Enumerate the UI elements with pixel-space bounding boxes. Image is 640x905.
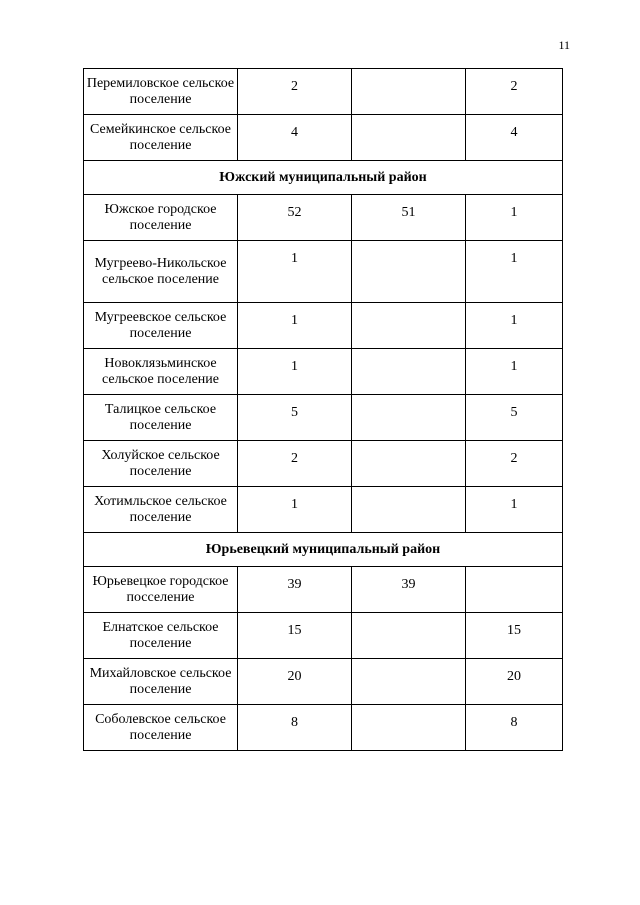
table-row bbox=[84, 69, 563, 115]
section-title: Юрьевецкий муниципальный район bbox=[84, 533, 563, 567]
settlement-name-cell: Михайловское сельское поселение bbox=[84, 659, 238, 705]
table-row bbox=[84, 441, 563, 487]
rural-count-cell: 2 bbox=[466, 441, 563, 487]
settlement-name-cell: Юрьевецкое городское посселение bbox=[84, 567, 238, 613]
table-row bbox=[84, 195, 563, 241]
total-count-cell: 2 bbox=[238, 441, 352, 487]
urban-count-cell bbox=[352, 349, 466, 395]
settlement-name-cell: Перемиловское сельское поселение bbox=[84, 69, 238, 115]
total-count-cell: 2 bbox=[238, 69, 352, 115]
table-section-row bbox=[84, 533, 563, 567]
rural-count-cell: 5 bbox=[466, 395, 563, 441]
table-row bbox=[84, 241, 563, 303]
table-row bbox=[84, 395, 563, 441]
rural-count-cell: 15 bbox=[466, 613, 563, 659]
total-count-cell: 8 bbox=[238, 705, 352, 751]
settlement-name-cell: Мугреево-Никольское сельское поселение bbox=[84, 241, 238, 303]
rural-count-cell: 8 bbox=[466, 705, 563, 751]
urban-count-cell bbox=[352, 69, 466, 115]
urban-count-cell bbox=[352, 115, 466, 161]
total-count-cell: 52 bbox=[238, 195, 352, 241]
settlement-name-cell: Соболевское сельское поселение bbox=[84, 705, 238, 751]
rural-count-cell: 1 bbox=[466, 303, 563, 349]
table-row bbox=[84, 705, 563, 751]
settlement-name-cell: Южское городское поселение bbox=[84, 195, 238, 241]
settlement-name-cell: Семейкинское сельское поселение bbox=[84, 115, 238, 161]
table-row bbox=[84, 567, 563, 613]
table-row bbox=[84, 659, 563, 705]
rural-count-cell: 20 bbox=[466, 659, 563, 705]
urban-count-cell bbox=[352, 303, 466, 349]
page-number: 11 bbox=[558, 38, 570, 52]
section-title: Южский муниципальный район bbox=[84, 161, 563, 195]
total-count-cell: 4 bbox=[238, 115, 352, 161]
settlement-name-cell: Холуйское сельское поселение bbox=[84, 441, 238, 487]
total-count-cell: 1 bbox=[238, 349, 352, 395]
table-row bbox=[84, 349, 563, 395]
total-count-cell: 1 bbox=[238, 241, 352, 303]
urban-count-cell bbox=[352, 395, 466, 441]
rural-count-cell: 1 bbox=[466, 487, 563, 533]
urban-count-cell bbox=[352, 659, 466, 705]
rural-count-cell bbox=[466, 567, 563, 613]
urban-count-cell bbox=[352, 705, 466, 751]
urban-count-cell bbox=[352, 487, 466, 533]
total-count-cell: 15 bbox=[238, 613, 352, 659]
total-count-cell: 1 bbox=[238, 487, 352, 533]
settlement-name-cell: Хотимльское сельское поселение bbox=[84, 487, 238, 533]
urban-count-cell bbox=[352, 241, 466, 303]
settlement-name-cell: Елнатское сельское поселение bbox=[84, 613, 238, 659]
rural-count-cell: 2 bbox=[466, 69, 563, 115]
rural-count-cell: 1 bbox=[466, 195, 563, 241]
rural-count-cell: 1 bbox=[466, 349, 563, 395]
settlement-name-cell: Новоклязьминское сельское поселение bbox=[84, 349, 238, 395]
table-row bbox=[84, 613, 563, 659]
urban-count-cell bbox=[352, 441, 466, 487]
total-count-cell: 20 bbox=[238, 659, 352, 705]
table-row bbox=[84, 487, 563, 533]
settlement-name-cell: Талицкое сельское поселение bbox=[84, 395, 238, 441]
table-row bbox=[84, 115, 563, 161]
table-row bbox=[84, 303, 563, 349]
rural-count-cell: 1 bbox=[466, 241, 563, 303]
table-section-row bbox=[84, 161, 563, 195]
urban-count-cell: 51 bbox=[352, 195, 466, 241]
settlements-table bbox=[83, 68, 563, 751]
total-count-cell: 5 bbox=[238, 395, 352, 441]
urban-count-cell bbox=[352, 613, 466, 659]
total-count-cell: 39 bbox=[238, 567, 352, 613]
urban-count-cell: 39 bbox=[352, 567, 466, 613]
total-count-cell: 1 bbox=[238, 303, 352, 349]
settlement-name-cell: Мугреевское сельское поселение bbox=[84, 303, 238, 349]
rural-count-cell: 4 bbox=[466, 115, 563, 161]
